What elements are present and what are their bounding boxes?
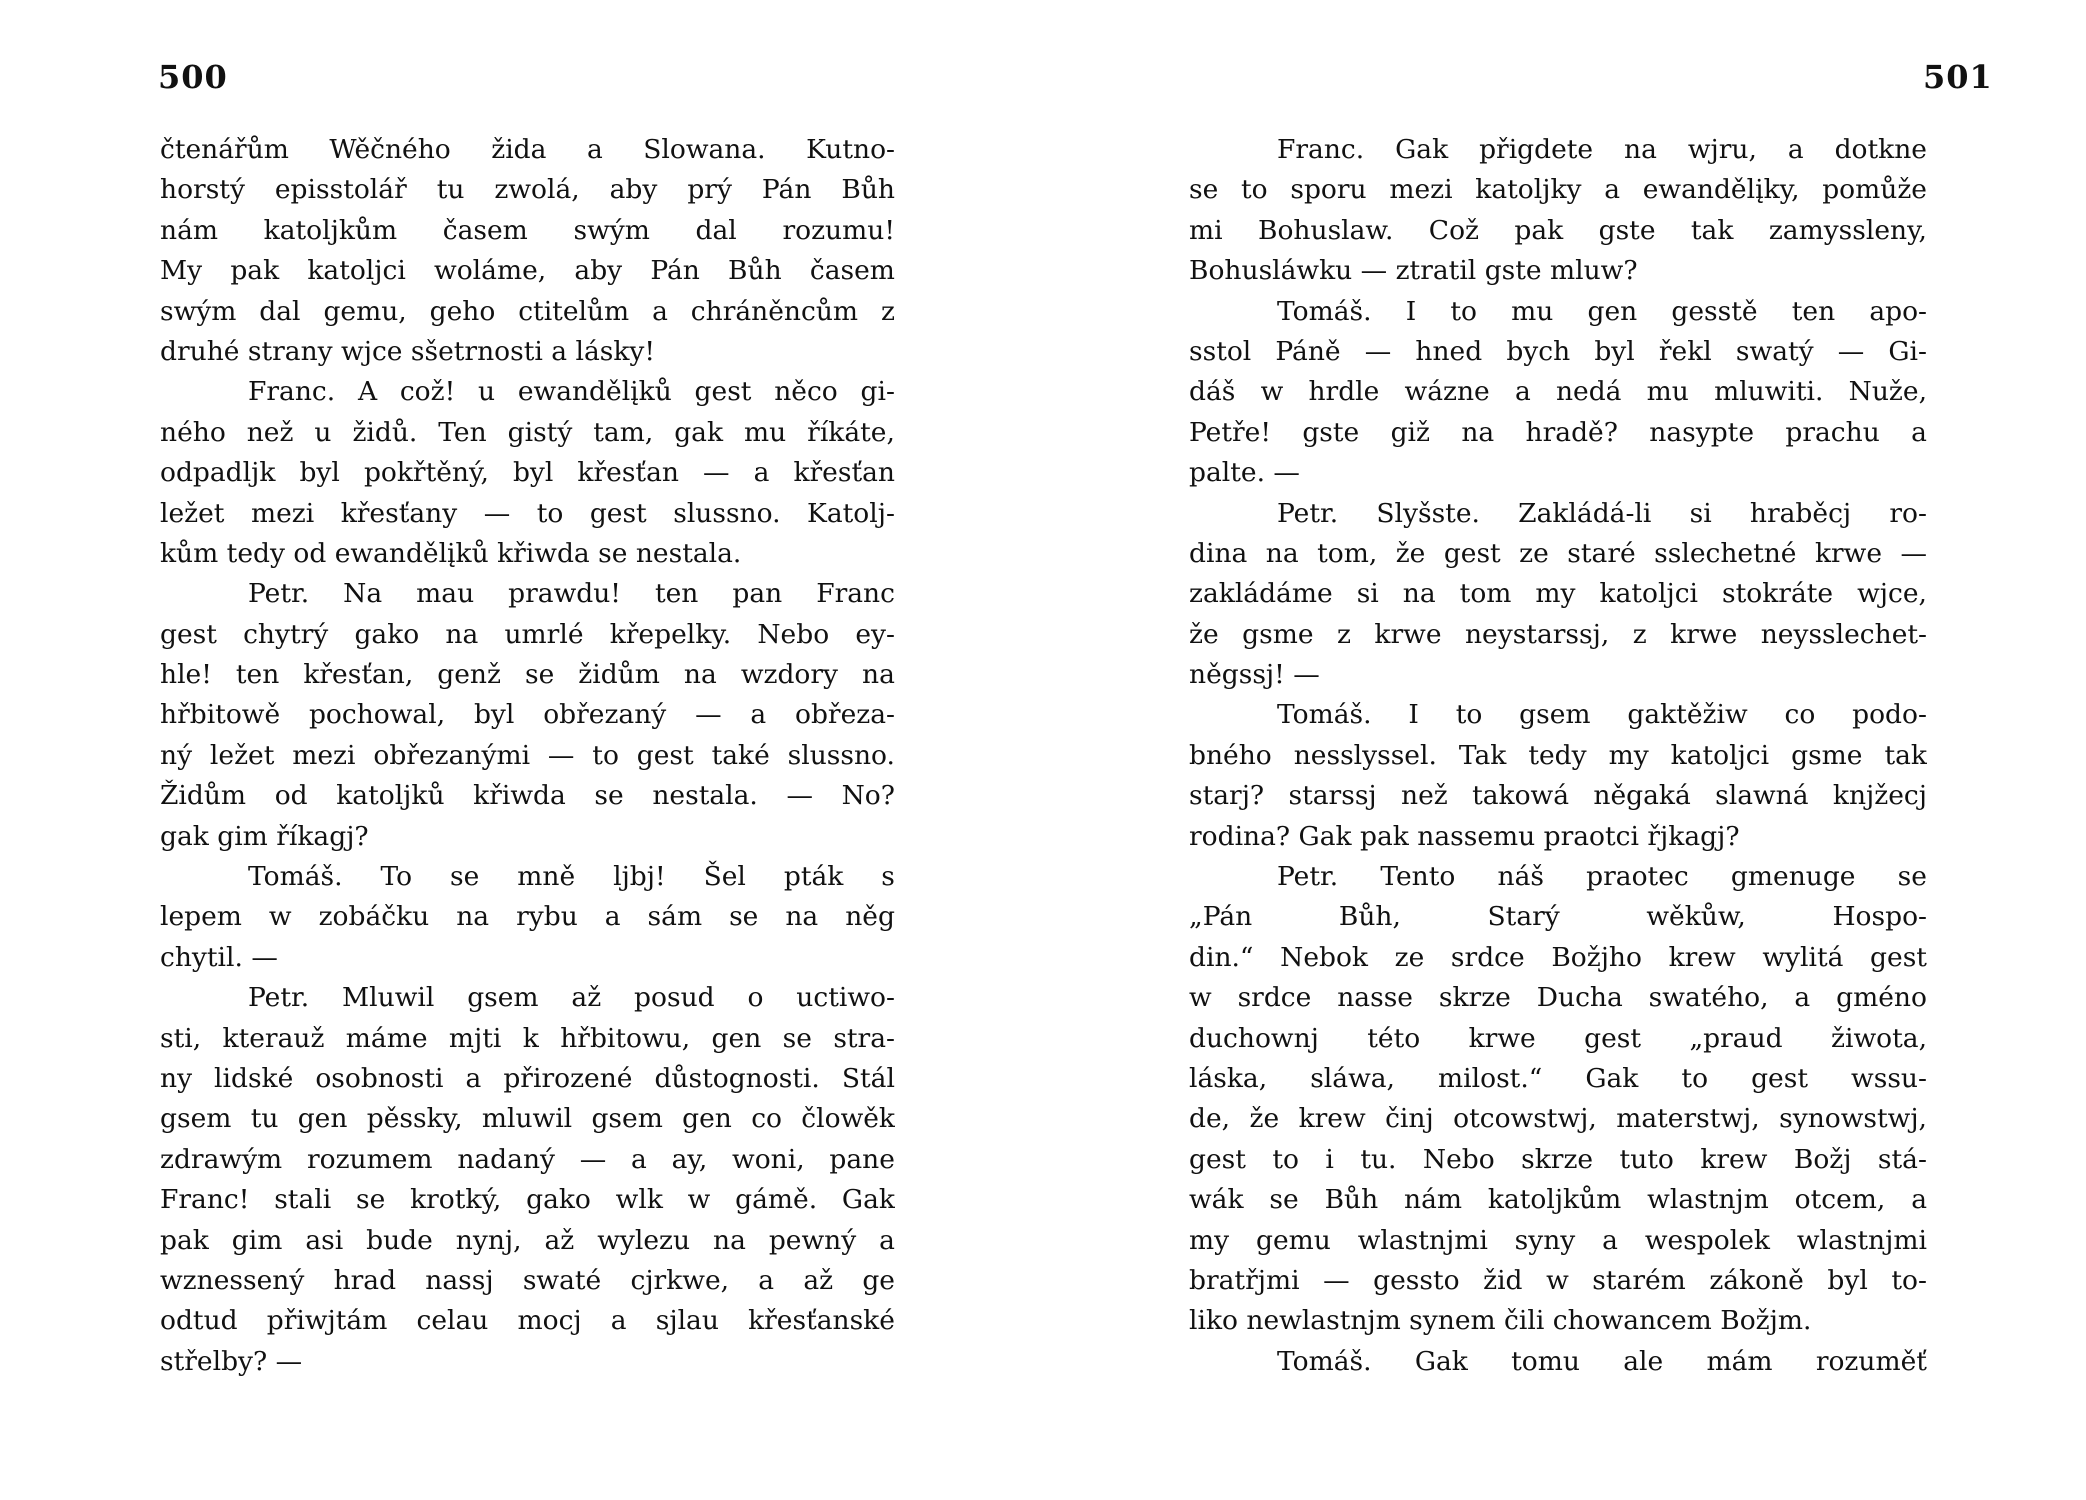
right-page <box>1043 0 2086 1500</box>
text-line: se to sporu mezi katoljky a ewandělįky, pomůže <box>1189 174 1927 206</box>
text-line: wák se Bůh nám katoljkům wlastnjm otcem, a <box>1189 1184 1927 1216</box>
text-line: kům tedy od ewandělįků křiwda se nestala. <box>160 537 742 569</box>
text-line: ny lidské osobnosti a přirozené důstognosti. Stál <box>160 1062 895 1094</box>
text-line: odtud přiwjtám celau mocj a sjlau křesťanské <box>160 1305 895 1337</box>
text-line: druhé strany wjce sšetrnosti a lásky! <box>160 335 656 367</box>
text-line: láska, sláwa, milost.“ Gak to gest wssu- <box>1189 1062 1927 1094</box>
text-line: „Pán Bůh, Starý wěkůw, Hospo- <box>1189 901 1927 933</box>
text-line: dáš w hrdle wázne a nedá mu mluwiti. Nuže, <box>1189 376 1927 408</box>
page-text <box>160 130 895 1382</box>
text-line: My pak katoljci woláme, aby Pán Bůh časem <box>160 255 895 287</box>
text-line: střelby? — <box>160 1345 303 1377</box>
text-line: starj? starssj než takowá něgaká slawná knjžecj <box>1189 780 1927 812</box>
text-line: palte. — <box>1189 457 1300 489</box>
text-line: Tomáš. I to gsem gaktěžiw co podo- <box>1277 699 1927 731</box>
text-line: din.“ Nebok ze srdce Božjho krew wylitá gest <box>1189 941 1927 973</box>
text-line: bratřjmi — gessto žid w starém zákoně byl to- <box>1189 1264 1927 1296</box>
text-line: my gemu wlastnjmi syny a wespolek wlastnjmi <box>1189 1224 1927 1256</box>
text-line: mi Bohuslaw. Což pak gste tak zamyssleny, <box>1189 214 1927 246</box>
text-line: Tomáš. To se mně ljbj! Šel pták s <box>248 861 895 893</box>
text-line: lepem w zobáčku na rybu a sám se na něg <box>160 901 895 933</box>
text-line: chytil. — <box>160 941 278 973</box>
page-text <box>1189 130 1927 1382</box>
text-line: zdrawým rozumem nadaný — a ay, woni, pane <box>160 1143 895 1175</box>
text-line: Franc! stali se krotký, gako wlk w gámě. Gak <box>160 1184 895 1216</box>
text-line: pak gim asi bude nynj, až wylezu na pewný a <box>160 1224 895 1256</box>
text-line: Židům od katoljků křiwda se nestala. — No? <box>160 780 895 812</box>
text-line: čtenářům Wěčného žida a Slowana. Kutno- <box>160 134 895 165</box>
text-line: ležet mezi křesťany — to gest slussno. Katolj- <box>160 497 895 529</box>
text-line: něgssj! — <box>1189 659 1320 691</box>
page-number: 500 <box>158 58 228 96</box>
text-line: Petře! gste giž na hradě? nasypte prachu a <box>1189 416 1927 448</box>
text-line: ného než u židů. Ten gistý tam, gak mu říkáte, <box>160 416 895 448</box>
text-line: že gsme z krwe neystarssj, z krwe neysslechet- <box>1189 618 1927 650</box>
text-line: sstol Páně — hned bych byl řekl swatý — Gi- <box>1189 335 1927 367</box>
text-line: horstý episstolář tu zwolá, aby prý Pán Bůh <box>160 174 895 206</box>
text-line: ný ležet mezi obřezanými — to gest také slussno. <box>160 739 895 771</box>
text-line: zakládáme si na tom my katoljci stokráte wjce, <box>1189 578 1927 610</box>
text-line: liko newlastnjm synem čili chowancem Božjm. <box>1189 1305 1812 1337</box>
text-line: gest to i tu. Nebo skrze tuto krew Božj stá- <box>1189 1143 1927 1175</box>
text-line: gsem tu gen pěssky, mluwil gsem gen co člowěk <box>160 1103 895 1135</box>
text-line: nám katoljkům časem swým dal rozumu! <box>160 214 895 246</box>
text-line: wznessený hrad nassj swaté cjrkwe, a až ge <box>160 1264 895 1296</box>
text-line: hřbitowě pochowal, byl obřezaný — a obřeza- <box>160 699 895 731</box>
text-line: gest chytrý gako na umrlé křepelky. Nebo ey- <box>160 618 895 650</box>
text-line: de, že krew činj otcowstwj, materstwj, synowstwj, <box>1189 1103 1927 1135</box>
text-line: rodina? Gak pak nassemu praotci řjkagj? <box>1189 820 1740 852</box>
text-line: duchownj této krwe gest „praud žiwota, <box>1189 1022 1927 1054</box>
text-line: Petr. Tento náš praotec gmenuge se <box>1277 861 1927 893</box>
text-line: Petr. Na mau prawdu! ten pan Franc <box>248 578 895 610</box>
text-line: dina na tom, že gest ze staré sslechetné krwe — <box>1189 537 1927 569</box>
text-line: Bohusláwku — ztratil gste mluw? <box>1189 255 1638 287</box>
text-line: sti, kterauž máme mjti k hřbitowu, gen se stra- <box>160 1022 895 1054</box>
text-line: swým dal gemu, geho ctitelům a chráněncům z <box>160 295 895 327</box>
text-line: odpadljk byl pokřtěný, byl křesťan — a křesťan <box>160 457 895 489</box>
text-line: hle! ten křesťan, genž se židům na wzdory na <box>160 659 895 691</box>
text-line: Petr. Mluwil gsem až posud o uctiwo- <box>248 982 895 1014</box>
text-line: bného nesslyssel. Tak tedy my katoljci gsme tak <box>1189 739 1927 771</box>
text-line: Petr. Slyšste. Zakládá-li si hraběcj ro- <box>1277 497 1927 529</box>
page-number: 501 <box>1923 58 1993 96</box>
text-line: Tomáš. I to mu gen gesstě ten apo- <box>1277 295 1927 327</box>
text-line: w srdce nasse skrze Ducha swatého, a gméno <box>1189 982 1927 1014</box>
text-line: Franc. A což! u ewandělįků gest něco gi- <box>248 376 895 408</box>
text-line: gak gim říkagj? <box>160 820 369 852</box>
text-line: Tomáš. Gak tomu ale mám rozuměť <box>1277 1345 1927 1377</box>
text-line: Franc. Gak přigdete na wjru, a dotkne <box>1277 134 1927 165</box>
